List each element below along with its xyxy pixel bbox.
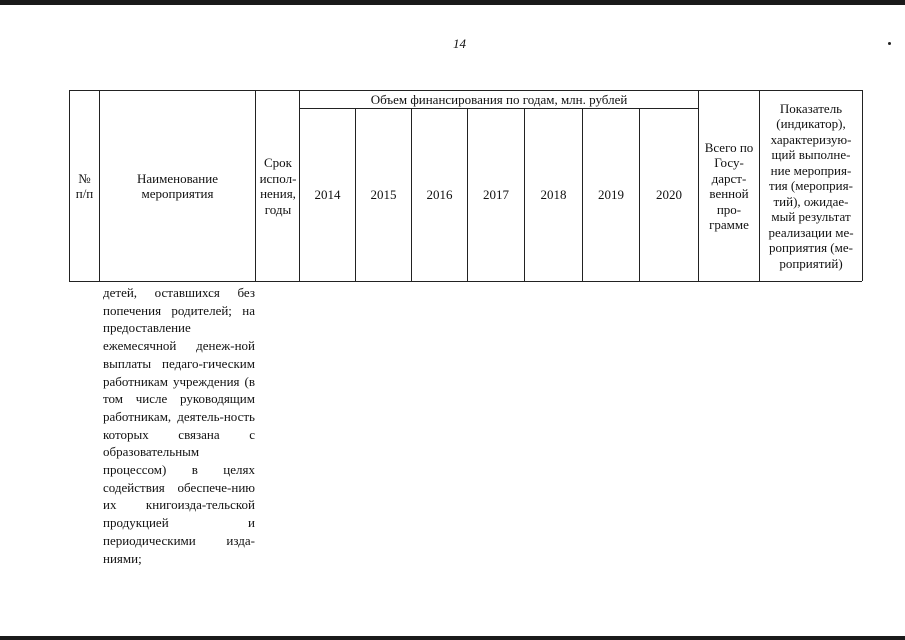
header-year: 2015 [370, 186, 397, 202]
header-year: 2019 [598, 186, 624, 202]
table-header-bottom-border [69, 281, 862, 282]
col-divider [99, 90, 100, 281]
table-right-border [862, 90, 863, 281]
header-year: 2018 [540, 186, 567, 202]
col-divider [759, 90, 760, 281]
page-number: 14 [453, 36, 466, 51]
header-year: 2020 [656, 186, 682, 202]
header-year: 2014 [314, 186, 341, 202]
header-number: № п/п [75, 170, 94, 201]
header-activity-name: Наименование мероприятия [137, 170, 218, 201]
header-total: Всего по Госу-дарст-венной про-грамме [704, 139, 754, 232]
col-divider [698, 90, 699, 281]
header-year: 2016 [426, 186, 453, 202]
activity-description-continuation: детей, оставшихся без попечения родителей; на предоставление ежемесячной денеж-ной выплаты педаго-гическим работникам учреждения (в том числе руководящим работникам, деятель-ность которых связана с образовательным процессом) в целях содействия обеспече-нию их книгоизда-тельской продукцией и периодическими изда-ниями; [103, 285, 255, 566]
header-funding-by-year: Объем финансирования по годам, млн. рублей [370, 91, 628, 107]
header-term: Срок испол-нения, годы [259, 155, 297, 217]
col-divider [255, 90, 256, 281]
table-left-border [69, 90, 70, 281]
header-indicator: Показатель (индикатор), характеризую-щий выполне-ние мероприя-тия (мероприя-тий), ожидае-мый результат реализации ме-роприятия (ме-роприятий) [768, 100, 854, 271]
header-year: 2017 [483, 186, 509, 202]
